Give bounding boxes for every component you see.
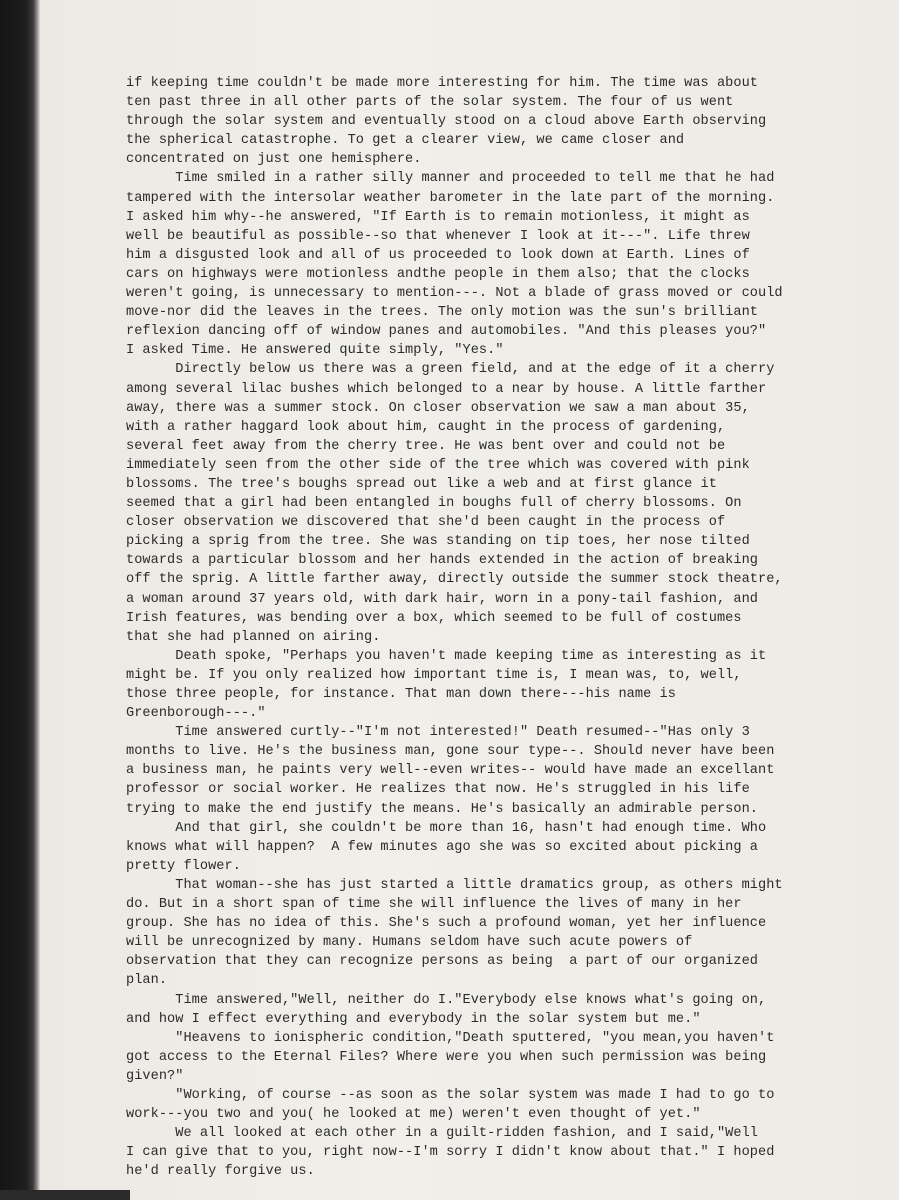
text-line: the spherical catastrophe. To get a clearer view, we came closer and [126, 133, 685, 149]
text-line: off the sprig. A little farther away, directly outside the summer stock theatre, [126, 572, 783, 588]
text-line: might be. If you only realized how important time is, I mean was, to, well, [126, 667, 742, 683]
text-line: he'd really forgive us. [126, 1164, 315, 1180]
text-line: a business man, he paints very well--even writes-- would have made an excellant [126, 763, 775, 779]
scan-bottom-shadow [0, 1190, 130, 1200]
text-line: and how I effect everything and everybody in the solar system but me." [126, 1011, 701, 1027]
text-line: blossoms. The tree's boughs spread out like a web and at first glance it [126, 476, 717, 492]
text-line: Time answered curtly--"I'm not interested!" Death resumed--"Has only 3 [126, 725, 750, 741]
text-line: work---you two and you( he looked at me) weren't even thought of yet." [126, 1107, 701, 1123]
text-line: seemed that a girl had been entangled in boughs full of cherry blossoms. On [126, 496, 742, 512]
text-line: trying to make the end justify the means. He's basically an admirable person. [126, 801, 758, 817]
text-line: reflexion dancing off of window panes and automobiles. "And this pleases you?" [126, 324, 767, 340]
text-line: concentrated on just one hemisphere. [126, 152, 422, 168]
text-line: We all looked at each other in a guilt-ridden fashion, and I said,"Well [126, 1126, 758, 1142]
text-line: Greenborough---." [126, 706, 266, 722]
text-line: will be unrecognized by many. Humans seldom have such acute powers of [126, 935, 693, 951]
text-line: Directly below us there was a green field, and at the edge of it a cherry [126, 362, 775, 378]
typewritten-text-block [126, 74, 866, 1181]
text-line: a woman around 37 years old, with dark hair, worn in a pony-tail fashion, and [126, 591, 758, 607]
text-line: closer observation we discovered that she'd been caught in the process of [126, 515, 726, 531]
text-line: professor or social worker. He realizes that now. He's struggled in his life [126, 782, 750, 798]
binding-shadow [0, 0, 40, 1200]
text-line: ten past three in all other parts of the solar system. The four of us went [126, 95, 734, 111]
text-line: Time answered,"Well, neither do I."Everybody else knows what's going on, [126, 992, 767, 1008]
text-line: do. But in a short span of time she will influence the lives of many in her [126, 897, 742, 913]
text-line: I asked him why--he answered, "If Earth is to remain motionless, it might as [126, 209, 750, 225]
text-line: among several lilac bushes which belonged to a near by house. A little farther [126, 381, 767, 397]
text-line: several feet away from the cherry tree. He was bent over and could not be [126, 438, 726, 454]
text-line: immediately seen from the other side of the tree which was covered with pink [126, 457, 750, 473]
text-line: towards a particular blossom and her hands extended in the action of breaking [126, 553, 758, 569]
text-line: weren't going, is unnecessary to mention---. Not a blade of grass moved or could [126, 286, 783, 302]
text-line: plan. [126, 973, 168, 989]
text-line: Death spoke, "Perhaps you haven't made keeping time as interesting as it [126, 648, 767, 664]
text-line: months to live. He's the business man, gone sour type--. Should never have been [126, 744, 775, 760]
text-line: well be beautiful as possible--so that whenever I look at it---". Life threw [126, 228, 750, 244]
text-line: with a rather haggard look about him, caught in the process of gardening, [126, 419, 726, 435]
text-line: cars on highways were motionless andthe people in them also; that the clocks [126, 266, 750, 282]
text-line: knows what will happen? A few minutes ago she was so excited about picking a [126, 839, 758, 855]
text-line: tampered with the intersolar weather barometer in the late part of the morning. [126, 190, 775, 206]
text-line: group. She has no idea of this. She's such a profound woman, yet her influence [126, 916, 767, 932]
text-line: I asked Time. He answered quite simply, "Yes." [126, 343, 504, 359]
text-line: if keeping time couldn't be made more interesting for him. The time was about [126, 76, 758, 91]
text-line: That woman--she has just started a little dramatics group, as others might [126, 877, 783, 893]
text-line: move-nor did the leaves in the trees. The only motion was the sun's brilliant [126, 305, 758, 321]
text-line: pretty flower. [126, 858, 241, 874]
text-line: those three people, for instance. That man down there---his name is [126, 687, 676, 702]
text-line: Time smiled in a rather silly manner and proceeded to tell me that he had [126, 171, 775, 187]
text-line: got access to the Eternal Files? Where were you when such permission was being [126, 1049, 767, 1065]
text-line: "Working, of course --as soon as the solar system was made I had to go to [126, 1087, 775, 1103]
text-line: that she had planned on airing. [126, 629, 381, 645]
text-line: through the solar system and eventually stood on a cloud above Earth observing [126, 114, 767, 130]
text-line: I can give that to you, right now--I'm sorry I didn't know about that." I hoped [126, 1145, 775, 1161]
text-line: picking a sprig from the tree. She was standing on tip toes, her nose tilted [126, 534, 750, 550]
text-line: observation that they can recognize persons as being a part of our organized [126, 954, 758, 970]
text-line: him a disgusted look and all of us proceeded to look down at Earth. Lines of [126, 247, 750, 263]
text-line: given?" [126, 1068, 184, 1084]
text-line: away, there was a summer stock. On closer observation we saw a man about 35, [126, 400, 750, 416]
text-line: "Heavens to ionispheric condition,"Death sputtered, "you mean,you haven't [126, 1030, 775, 1046]
text-line: And that girl, she couldn't be more than 16, hasn't had enough time. Who [126, 820, 767, 836]
text-line: Irish features, was bending over a box, which seemed to be full of costumes [126, 610, 742, 626]
